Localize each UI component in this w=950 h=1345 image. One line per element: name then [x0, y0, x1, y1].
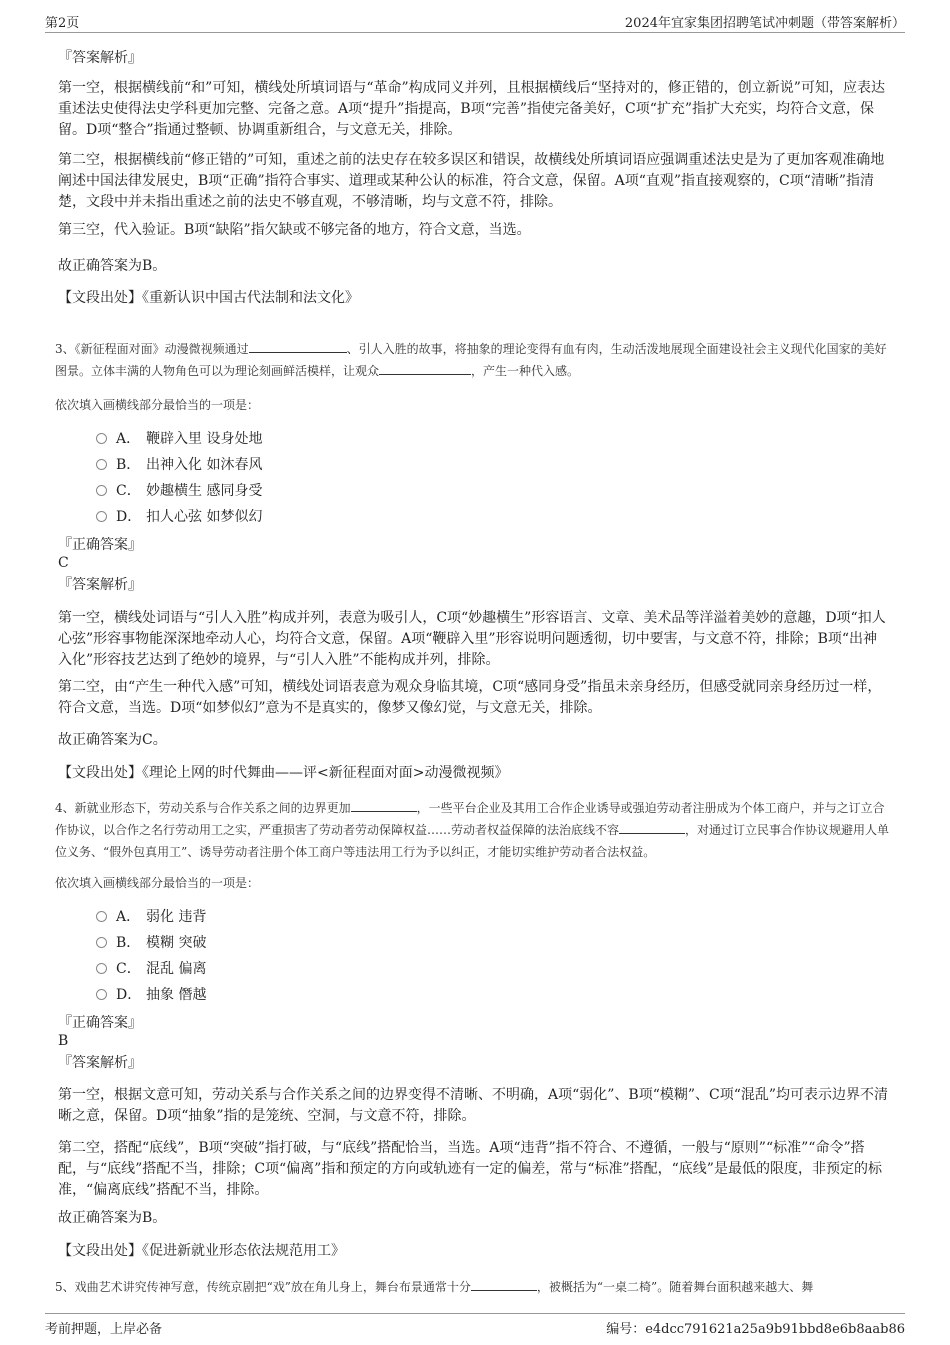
analysis-paragraph: 第三空，代入验证。B项“缺陷”指欠缺或不够完备的地方，符合文意，当选。	[58, 222, 531, 238]
analysis-paragraph: 第一空，根据横线前“和”可知，横线处所填词语与“革命”构成同义并列，且根据横线后“坚持对的，修正错的，创立新说”可知，应表达重述法史使得法史学科更加完整、完备之意。A项“提升”指提高，B项“完善”指使完备美好，C项“扩充”指扩大充实，均符合文意，保留。D项“整合”指通过整顿、协调重新组合，与文意无关，排除。	[58, 80, 885, 138]
question-prompt: 依次填入画横线部分最恰当的一项是：	[55, 398, 260, 412]
source-citation: 【文段出处】《重新认识中国古代法制和法文化》	[58, 290, 359, 306]
option-a[interactable]: A． 鞭辟入里 设身处地	[96, 429, 262, 449]
option-d[interactable]: D． 抽象 僭越	[96, 985, 206, 1005]
analysis-label: 『答案解析』	[58, 50, 142, 66]
document-id: 编号：e4dcc791621a25a9b91bbd8e6b8aab86	[606, 1322, 905, 1337]
fill-blank[interactable]	[619, 819, 685, 834]
analysis-paragraph: 第一空，横线处词语与“引人入胜”构成并列，表意为吸引人，C项“妙趣横生”形容语言、文章、美术品等洋溢着美妙的意趣，D项“扣人心弦”形容事物能深深地牵动人心，均符合文意，保留。A项“鞭辟入里”形容说明问题透彻，切中要害，与文意不符，排除；B项“出神入化”形容技艺达到了绝妙的境界，与“引人入胜”不能构成并列，排除。	[58, 610, 886, 668]
fill-blank[interactable]	[249, 338, 347, 353]
option-c[interactable]: C． 混乱 偏离	[96, 959, 206, 979]
page-footer	[45, 1313, 905, 1336]
question-5-text: 5、戏曲艺术讲究传神写意，传统京剧把“戏”放在角儿身上，舞台布景通常十分 ，被概括为“一桌二椅”。随着舞台面积越来越大、舞	[55, 1276, 895, 1298]
question-4-text: 4、新就业形态下，劳动关系与合作关系之间的边界更加 ，一些平台企业及其用工合作企业诱导或强迫劳动者注册成为个体工商户，并与之订立合作协议，以合作之名行劳动用工之实，严重损害了劳动者劳动保障权益……劳动者权益保障的法治底线不容 ，对通过订立民事合作协议规避用人单位义务、“假外包真用工”、诱导劳动者注册个体工商户等违法用工行为予以纠正，才能切实维护劳动者合法权益。	[55, 797, 895, 863]
radio-button-icon[interactable]	[96, 433, 107, 444]
correct-answer-label: 『正确答案』	[58, 537, 142, 553]
radio-button-icon[interactable]	[96, 937, 107, 948]
radio-button-icon[interactable]	[96, 989, 107, 1000]
fill-blank[interactable]	[471, 1276, 537, 1291]
analysis-paragraph: 第一空，根据文意可知，劳动关系与合作关系之间的边界变得不清晰、不明确，A项“弱化”、B项“模糊”、C项“混乱”均可表示边界不清晰之意，保留。D项“抽象”指的是笼统、空洞，与文意不符，排除。	[58, 1087, 889, 1124]
question-3-text: 3、《新征程面对面》动漫微视频通过 、引人入胜的故事，将抽象的理论变得有血有肉，生动活泼地展现全面建设社会主义现代化国家的美好图景。立体丰满的人物角色可以为理论刻画鲜活模样，让观众 ，产生一种代入感。	[55, 338, 895, 382]
analysis-paragraph: 第二空，搭配“底线”，B项“突破”指打破，与“底线”搭配恰当，当选。A项“违背”指不符合、不遵循，一般与“原则”“标准”“命令”搭配，与“底线”搭配不当，排除；C项“偏离”指和预定的方向或轨迹有一定的偏差，常与“标准”搭配，“底线”是最低的限度，非预定的标准，“偏离底线”搭配不当，排除。	[58, 1140, 882, 1198]
source-citation: 【文段出处】《促进新就业形态依法规范用工》	[58, 1243, 345, 1259]
analysis-paragraph: 第二空，由“产生一种代入感”可知，横线处词语表意为观众身临其境，C项“感同身受”指虽未亲身经历，但感受就同亲身经历过一样，符合文意，当选。D项“如梦似幻”意为不是真实的，像梦又像幻觉，与文意无关，排除。	[58, 679, 882, 716]
correct-answer: B	[58, 1033, 69, 1049]
correct-answer-label: 『正确答案』	[58, 1015, 142, 1031]
radio-button-icon[interactable]	[96, 459, 107, 470]
fill-blank[interactable]	[379, 360, 471, 375]
radio-button-icon[interactable]	[96, 911, 107, 922]
radio-button-icon[interactable]	[96, 963, 107, 974]
option-b[interactable]: B． 模糊 突破	[96, 933, 206, 953]
option-d[interactable]: D． 扣人心弦 如梦似幻	[96, 507, 262, 527]
radio-button-icon[interactable]	[96, 485, 107, 496]
correct-answer: C	[58, 555, 69, 571]
analysis-label: 『答案解析』	[58, 1055, 142, 1071]
answer-conclusion: 故正确答案为B。	[58, 258, 167, 274]
option-b[interactable]: B． 出神入化 如沐春风	[96, 455, 262, 475]
footer-slogan: 考前押题，上岸必备	[45, 1322, 163, 1337]
analysis-label: 『答案解析』	[58, 577, 142, 593]
answer-conclusion: 故正确答案为C。	[58, 732, 167, 748]
answer-conclusion: 故正确答案为B。	[58, 1210, 167, 1226]
option-c[interactable]: C． 妙趣横生 感同身受	[96, 481, 262, 501]
fill-blank[interactable]	[351, 797, 417, 812]
question-prompt: 依次填入画横线部分最恰当的一项是：	[55, 876, 260, 890]
option-a[interactable]: A． 弱化 违背	[96, 907, 206, 927]
page-header	[45, 12, 905, 33]
analysis-paragraph: 第二空，根据横线前“修正错的”可知，重述之前的法史存在较多误区和错误，故横线处所填词语应强调重述法史是为了更加客观准确地阐述中国法律发展史，B项“正确”指符合事实、道理或某种公认的标准，符合文意，保留。A项“直观”指直接观察的，C项“清晰”指清楚，文段中并未指出重述之前的法史不够直观，不够清晰，均与文意不符，排除。	[58, 152, 885, 210]
document-title: 2024年宜家集团招聘笔试冲刺题（带答案解析）	[624, 16, 905, 31]
radio-button-icon[interactable]	[96, 511, 107, 522]
source-citation: 【文段出处】《理论上网的时代舞曲——评<新征程面对面>动漫微视频》	[58, 765, 509, 781]
page-number: 第2页	[45, 16, 80, 31]
